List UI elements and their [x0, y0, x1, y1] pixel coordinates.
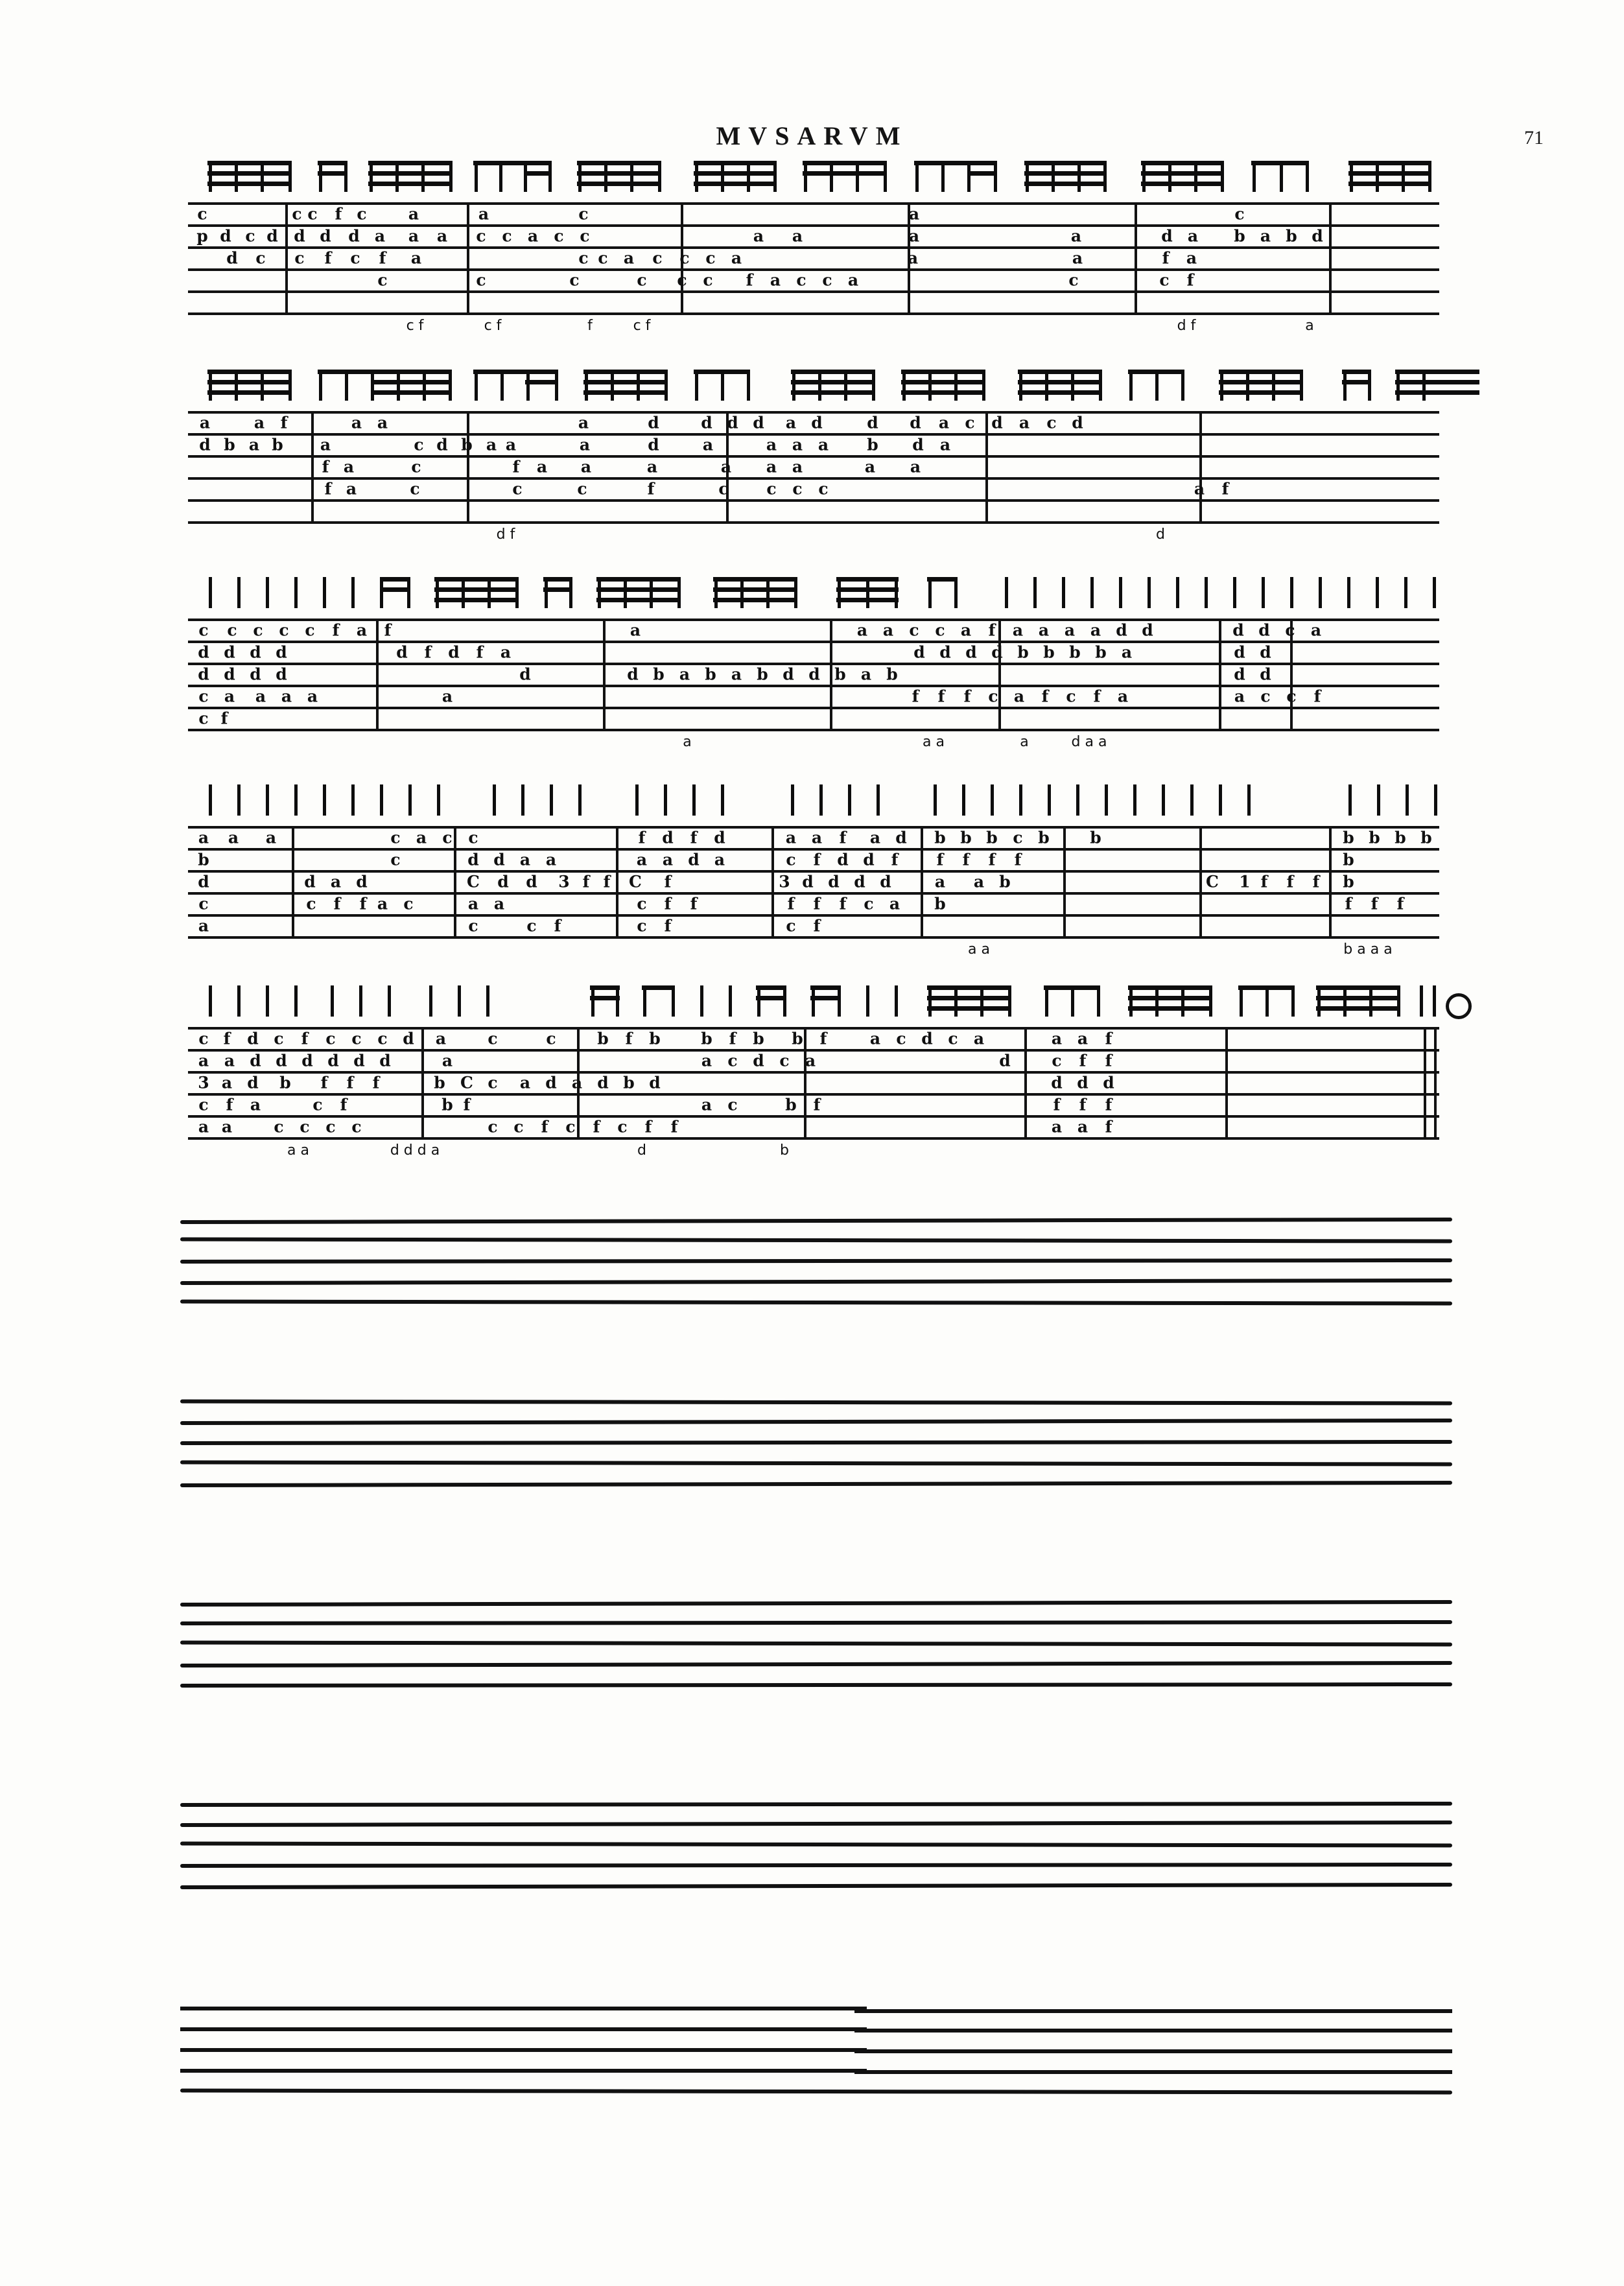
tablature-system-5: [188, 979, 1439, 1159]
barline: [1434, 1027, 1437, 1137]
barline: [421, 1027, 424, 1137]
barline: [1199, 411, 1202, 521]
barline: [1219, 619, 1221, 729]
blank-staff-line: [180, 1299, 1452, 1305]
staff-line: [188, 870, 1439, 873]
barline: [1225, 1027, 1228, 1137]
staff-line: [188, 312, 1439, 315]
barline: [467, 411, 469, 521]
barline: [603, 619, 606, 729]
rhythm-row-5: [188, 979, 1439, 1019]
barline: [921, 826, 923, 936]
tablature-system-4: [188, 778, 1439, 958]
blank-staff-2: [180, 1400, 1452, 1491]
blank-staff-line: [180, 1640, 1452, 1646]
staff-line: [188, 1027, 1439, 1030]
blank-staff-line: [180, 1802, 1452, 1807]
blank-staff-line: [180, 1481, 1452, 1487]
blank-staff-line: [180, 1682, 1452, 1688]
staff-3: c c c c c f a f d d d d d d d d c a a a a c f d f d f a d a a d b a b a b d d b a b a a c c a f a a a a d d d d d d b b b b a f f f c a f c f a d d c a d d d d a c c f a a a a d a a: [188, 619, 1439, 742]
staff-line: [188, 936, 1439, 939]
rhythm-row-1: [188, 154, 1439, 194]
blank-staff-1: [180, 1219, 1452, 1310]
blank-staff-line: [180, 1841, 1452, 1847]
blank-staff-line: [180, 1279, 1452, 1285]
barline: [467, 202, 469, 312]
staff-line: [188, 1115, 1439, 1118]
staff-2: a d b a b a f a f a f a a a c c c d b a f a c a a a a c d d a f d d d a d a a a a a a a c c c c d b a d a c d a c d d a a a f d f d: [188, 411, 1439, 534]
tablature-system-1: [188, 154, 1439, 334]
barline: [1024, 1027, 1027, 1137]
blank-staff-line: [180, 1821, 1452, 1827]
barline: [292, 826, 294, 936]
folio-number: 71: [1524, 127, 1544, 148]
barline: [1063, 826, 1066, 936]
barline: [376, 619, 379, 729]
staff-1: c p d c d d c c d d d a c f c f c f c c a a a a c c a c c a c c c c c a c c c a c c c a a f a c c a a a a a a c d a f a c f b a b d c c f c f f c f d f a: [188, 202, 1439, 325]
blank-staff-line: [180, 1258, 1452, 1264]
staff-line: [188, 1137, 1439, 1140]
blank-staff-line: [180, 1661, 1452, 1667]
barline: [1199, 826, 1202, 936]
tablature-system-2: [188, 363, 1439, 543]
tablature-system-3: [188, 571, 1439, 750]
barline: [285, 202, 288, 312]
barline: [1329, 202, 1332, 312]
blank-staff-line: [180, 1218, 1452, 1224]
blank-staff-line: [180, 1419, 1452, 1425]
staff-line: [188, 477, 1439, 480]
staff-line: [188, 433, 1439, 436]
blank-staff-line: [180, 2027, 867, 2031]
barline: [616, 826, 618, 936]
blank-staff-line: [854, 2029, 1452, 2033]
blank-staff-line: [180, 1237, 1452, 1243]
barline: [985, 411, 988, 521]
blank-staff-3: [180, 1601, 1452, 1692]
staff-line: [188, 729, 1439, 731]
barline: [1424, 1027, 1426, 1137]
blank-staff-line: [854, 2009, 1452, 2013]
blank-staff-line: [180, 1440, 1452, 1445]
blank-staff-line: [180, 1620, 1452, 1625]
staff-line: [188, 521, 1439, 524]
blank-staff-line: [180, 1399, 1452, 1405]
fermata-circle: [1446, 993, 1472, 1019]
barline: [1329, 826, 1332, 936]
barline: [804, 1027, 806, 1137]
blank-staff-line: [180, 1863, 1452, 1868]
barline: [830, 619, 832, 729]
barline: [1135, 202, 1137, 312]
staff-line: [188, 246, 1439, 249]
rhythm-row-4: [188, 778, 1439, 818]
staff-4: a a a b d c a d a d c f f c a c c a c c d d a a C d d 3 f f a a c c f f d f d a a d a C f c f f c f a a f a d c f d d f 3 d d d d f f f c a c f b b b c b b f f f f a a b b C 1 f f f b b b b b b f f f a a b a a a: [188, 826, 1439, 949]
blank-staff-5: [180, 2007, 1452, 2097]
barline: [771, 826, 774, 936]
running-head: MVSARVM: [716, 121, 908, 150]
blank-staff-line: [854, 2070, 1452, 2074]
staff-line: [188, 202, 1439, 205]
rhythm-row-3: [188, 571, 1439, 611]
staff-line: [188, 455, 1439, 458]
blank-staff-line: [180, 2048, 867, 2052]
blank-staff-line: [180, 1883, 1452, 1889]
barline: [998, 619, 1001, 729]
barline: [311, 411, 314, 521]
blank-staff-line: [180, 2007, 867, 2010]
staff-line: [188, 268, 1439, 271]
blank-staff-line: [180, 1600, 1452, 1607]
staff-line: [188, 290, 1439, 293]
blank-staff-line: [180, 1460, 1452, 1466]
blank-staff-line: [180, 2088, 1452, 2094]
staff-line: [188, 499, 1439, 502]
barline: [454, 826, 456, 936]
blank-staff-line: [180, 2069, 867, 2073]
blank-staff-line: [854, 2049, 1452, 2053]
rhythm-row-2: [188, 363, 1439, 403]
staff-5: c f d c f c c c d a a d d d d d d 3 a d b f f f c f a c f a a c c c c a a b b C c f c c a d a d b d c c f c f c f f b f b b f b b f a c d c a a c b f a c d c a d a a f c f f d d d f f f a a f a a d d d a d b: [188, 1027, 1439, 1150]
blank-staff-4: [180, 1802, 1452, 1893]
